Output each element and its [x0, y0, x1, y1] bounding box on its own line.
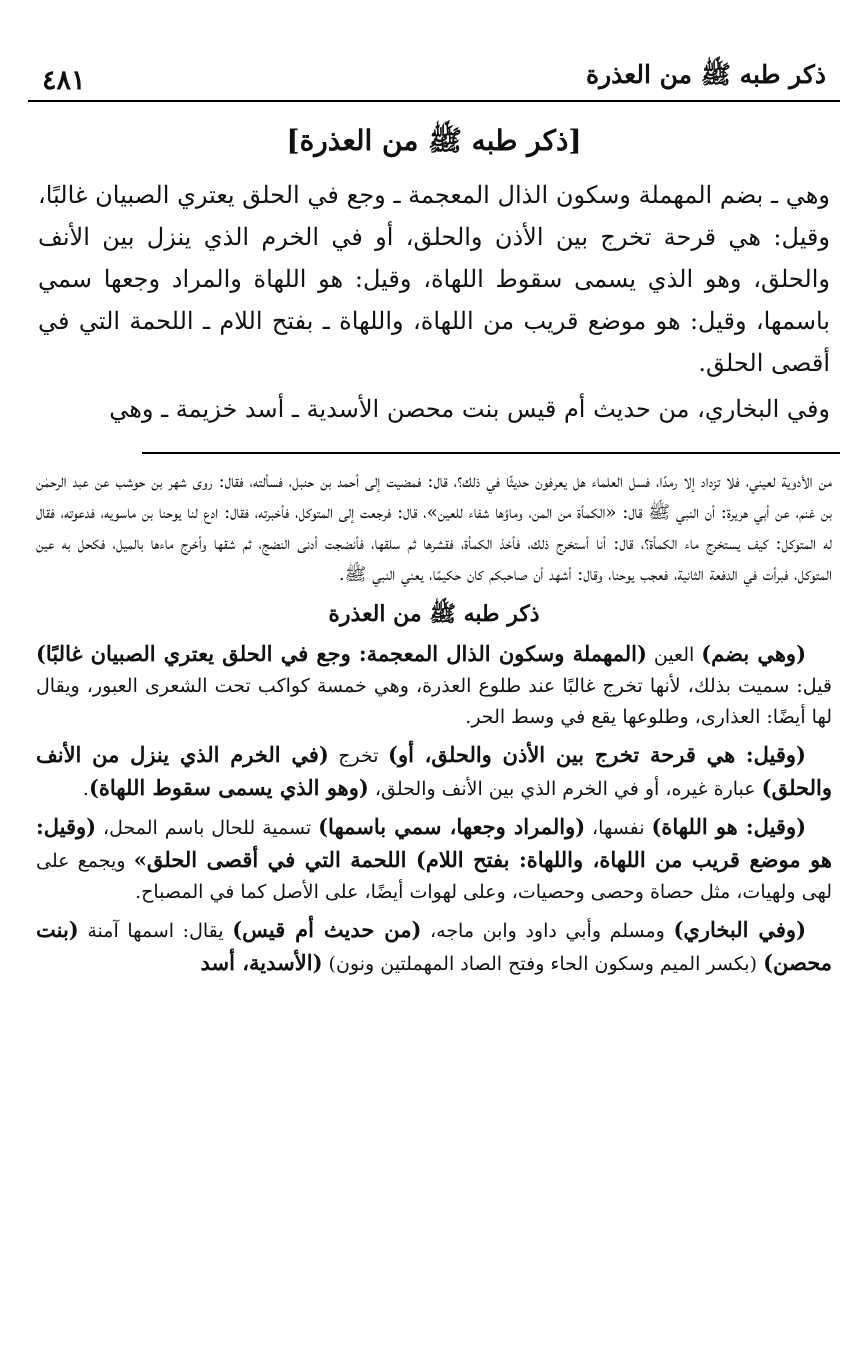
quoted-text: (وقيل: هي قرحة تخرج بين الأذن والحلق، أو) [388, 742, 806, 767]
commentary-text: نفسها، [585, 817, 652, 839]
running-title: ذكر طبه ﷺ من العذرة [585, 60, 826, 89]
commentary-block [28, 638, 840, 980]
commentary-text: عبارة غيره، أو في الخرم الذي بين الأنف والحلق، [368, 778, 762, 800]
main-paragraph-2: وفي البخاري، من حديث أم قيس بنت محصن الأسدية ـ أسد خزيمة ـ وهي [109, 395, 830, 423]
main-paragraph-1: وهي ـ بضم المهملة وسكون الذال المعجمة ـ وجع في الحلق يعتري الصبيان غالبًا، وقيل: هي قرحة تخرج بين الأذن والحلق، أو في الخرم الذي ينزل بين الأنف والحلق، وهو الذي يسمى سقوط اللهاة، وقيل: هو اللهاة والمراد وجعها سمي باسمها، وقيل: هو موضع قريب من اللهاة، واللهاة ـ بفتح اللام ـ اللحمة التي في أقصى الحلق. [38, 181, 830, 377]
commentary-heading: ذكر طبه ﷺ من العذرة [328, 601, 540, 627]
commentary-paragraph-4 [36, 914, 832, 980]
commentary-paragraph-3 [36, 811, 832, 908]
commentary-text: تخرج [328, 745, 389, 767]
commentary-text: ومسلم وأبي داود وابن ماجه، [421, 920, 674, 942]
footnote-text: من الأدوية لعيني، فلا تزداد إلا رمدًا، فسل العلماء هل يعرفون حديثًا في ذلك؟، قال: فمضيت إلى أحمد بن حنبل، فسألته، فقال: روى شهر بن حوشب عن عبد الرحمٰن بن غنم، عن أبي هريرة: أن النبي ﷺ قال: «الكمأة من المن، وماؤها شفاء للعين»، قال: فرجعت إلى المتوكل، فأخبرته، فقال: ادع لنا يوحنا بن ماسويه، فدعوته، فقال له المتوكل: كيف يستخرج ماء الكمأة؟، قال: أنا أستخرج ذلك، فأخذ الكمأة، فقشرها ثم سلقها، فأنضجت أدنى النضج، ثم شقها وأخرج ماءها بالميل، فكحل به عين المتوكل، فبرأت في الدفعة الثانية، فعجب يوحنا، وقال: أشهد أن صاحبكم كان حكيمًا، يعني النبي ﷺ. [36, 471, 832, 585]
quoted-text: (وقيل: هو موضع قريب من اللهاة، واللهاة: بفتح اللام) اللحمة التي في أقصى الحلق» [36, 814, 832, 872]
quoted-text: (وهو الذي يسمى سقوط اللهاة) [88, 775, 369, 800]
quoted-text: (وفي البخاري) [673, 917, 807, 942]
main-text [28, 174, 840, 430]
quoted-text: (وقيل: هو اللهاة) [651, 814, 807, 839]
commentary-text: العين [646, 644, 702, 666]
commentary-text: (بكسر الميم وسكون الحاء وفتح الصاد المهملتين ونون) [322, 953, 764, 975]
quoted-text: (في الخرم الذي ينزل من الأنف والحلق) [36, 742, 832, 800]
commentary-paragraph-1 [36, 638, 832, 733]
commentary-text: . [82, 778, 89, 800]
page-number: ٤٨١ [42, 65, 86, 96]
quoted-text: (من حديث أم قيس) [232, 917, 422, 942]
footnote-block [28, 466, 840, 590]
footnote-separator [142, 452, 840, 454]
commentary-paragraph-2 [36, 739, 832, 805]
commentary-text: يقال: اسمها آمنة [78, 920, 233, 942]
quoted-text: (بنت محصن) [36, 917, 832, 975]
quoted-text: (المهملة وسكون الذال المعجمة: وجع في الحلق يعتري الصبيان غالبًا) [36, 641, 647, 666]
commentary-text: قيل: سميت بذلك، لأنها تخرج غالبًا عند طلوع العذرة، وهي خمسة كواكب تحت الشعرى العبور، ويقال لها أيضًا: العذارى، وطلوعها يقع في وسط الحر. [36, 675, 832, 728]
quoted-text: (وهي بضم) [701, 641, 807, 666]
running-header [28, 50, 840, 102]
quoted-text: (والمراد وجعها، سمي باسمها) [318, 814, 586, 839]
commentary-text: تسمية للحال باسم المحل، [96, 817, 319, 839]
quoted-text: (الأسدية، أسد [200, 950, 323, 975]
commentary-text: ويجمع على لهى ولهيات، مثل حصاة وحصى وحصيات، وعلى لهوات أيضًا، على الأصل كما في المصباح. [36, 850, 832, 903]
chapter-title: [ذكر طبه ﷺ من العذرة] [286, 124, 582, 157]
